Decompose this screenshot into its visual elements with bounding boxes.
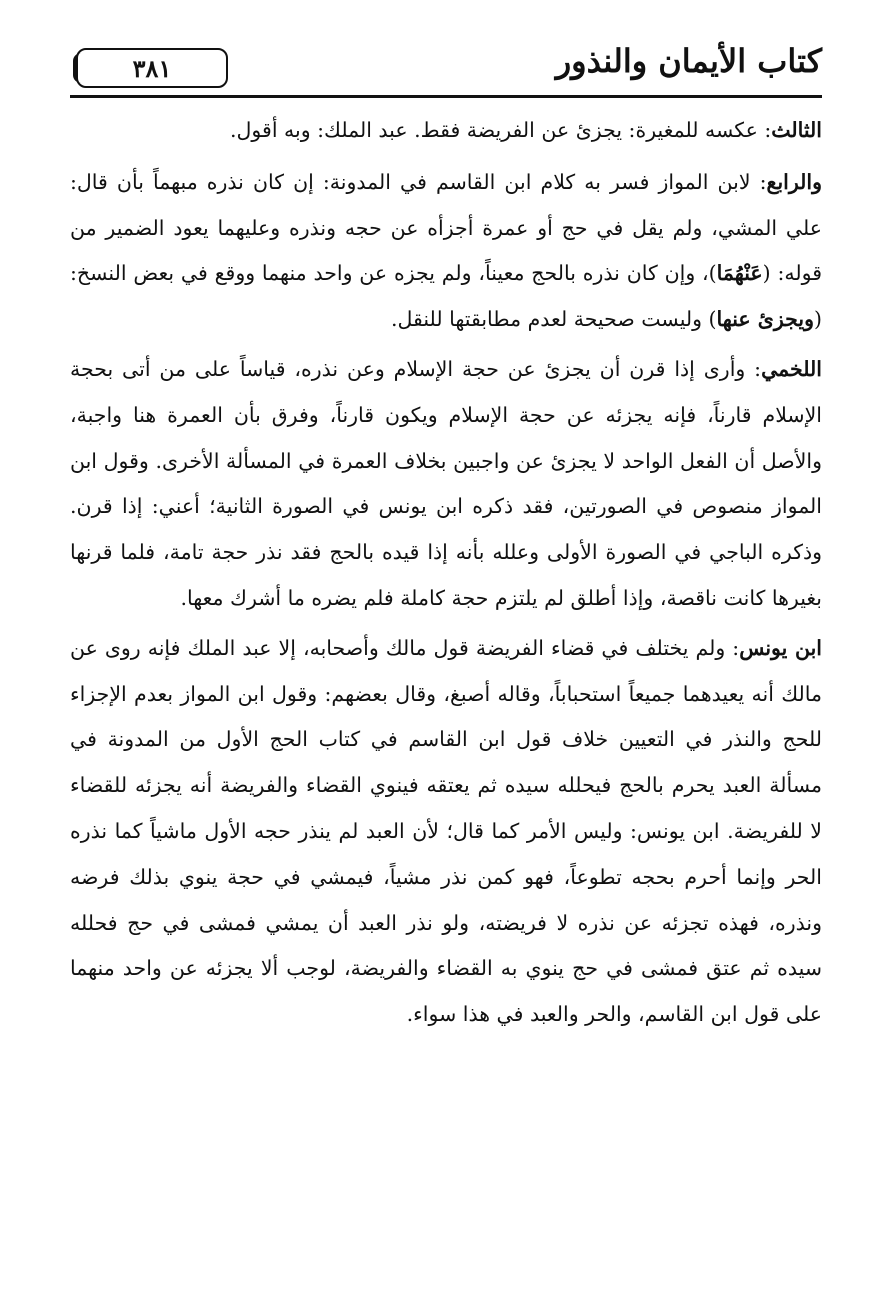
page-body — [70, 108, 822, 1042]
header-rule — [70, 95, 822, 98]
paragraph-term: اللخمي — [761, 356, 822, 381]
page-header — [70, 40, 822, 98]
paragraph-text: : ولم يختلف في قضاء الفريضة قول مالك وأصحابه، إلا عبد الملك فإنه روى عن مالك أنه يعيدهما جميعاً استحباباً، وقاله أصبغ، وقال بعضهم: وقول ابن المواز بعدم الإجزاء للحج والنذر في التعيين خلاف قول ابن القاسم في كتاب الحج الأول من المدونة في مسألة العبد يحرم بالحج فيحلله سيده ثم يعتقه فينوي القضاء والفريضة أنه يجزئه للقضاء لا للفريضة. ابن يونس: وليس الأمر كما قال؛ لأن العبد لم ينذر حجه الأول ماشياً كما نذره الحر وإنما أحرم بحجه تطوعاً، فهو كمن نذر مشياً، فيمشي في حجة ينوي بذلك فرضه ونذره، فهذه تجزئه عن نذره لا فريضته، ولو نذر العبد أن يمشي فمشى في حج فحلله سيده ثم عتق فمشى في حج ينوي به القضاء والفريضة، لوجب ألا يجزئه عن واحد منهما على قول ابن القاسم، والحر والعبد في هذا سواء. — [70, 635, 822, 1027]
page-number-box — [76, 48, 228, 88]
paragraph-text: : لابن المواز فسر به كلام ابن القاسم في المدونة: إن كان نذره مبهماً بأن قال: علي المشي، ولم يقل في حج أو عمرة أجزأه عن حجه ونذره وعليهما يعود الضمير من قوله: ( — [70, 169, 822, 286]
paragraph-text: : عكسه للمغيرة: يجزئ عن الفريضة فقط. عبد الملك: وبه أقول. — [230, 118, 772, 142]
paragraph-term: والرابع — [766, 169, 822, 194]
paragraph-text: )، وإن كان نذره بالحج معيناً، ولم يجزه عن واحد منهما ووقع في بعض النسخ: ( — [70, 261, 822, 332]
running-head-title: كتاب الأيمان والنذور — [555, 42, 822, 80]
paragraph-third-opinion — [70, 108, 822, 154]
quoted-word: ويجزئ عنها — [716, 307, 814, 332]
page-number: ٣٨١ — [132, 53, 172, 83]
quoted-word: عَنْهُمَا — [716, 261, 763, 286]
paragraph-fourth-opinion — [70, 160, 822, 343]
paragraph-lakhmi — [70, 347, 822, 622]
paragraph-term: ابن يونس — [739, 635, 823, 660]
paragraph-term: الثالث — [771, 118, 822, 142]
paragraph-text: ) وليست صحيحة لعدم مطابقتها للنقل. — [390, 307, 717, 332]
paragraph-ibn-yunus — [70, 626, 822, 1038]
paragraph-text: : وأرى إذا قرن أن يجزئ عن حجة الإسلام وعن نذره، قياساً على من أتى بحجة الإسلام قارناً، فإنه يجزئه عن حجة الإسلام ويكون قارناً، وفرق بأن العمرة هنا واجبة، والأصل أن الفعل الواحد لا يجزئ عن واجبين بخلاف العمرة في المسألة الأخرى. وقول ابن المواز منصوص في الصورتين، فقد ذكره ابن يونس في الصورة الثانية؛ أعني: إذا قرن. وذكره الباجي في الصورة الأولى وعلله بأنه إذا قيده بالحج فقد نذر حجة تامة، فلما قرنها بغيرها كانت ناقصة، وإذا أطلق لم يلتزم حجة كاملة فلم يضره ما أشرك معها. — [70, 356, 822, 610]
